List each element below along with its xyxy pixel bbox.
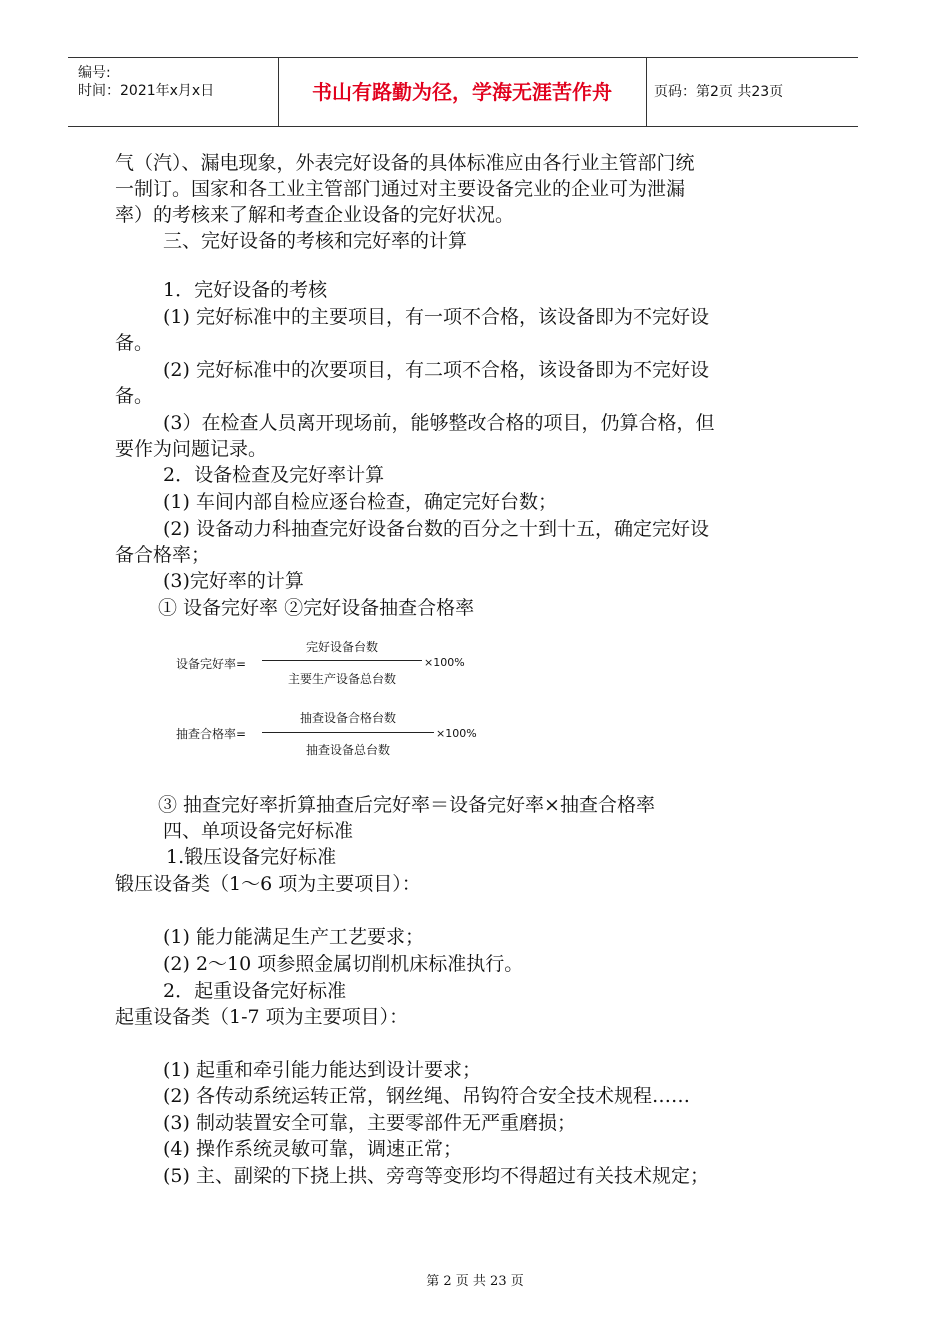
body-line: ③ 抽查完好率折算抽查后完好率＝设备完好率×抽查合格率 xyxy=(158,794,655,816)
body-line: (1) 起重和牵引能力能达到设计要求； xyxy=(163,1059,481,1081)
formula-denominator: 主要生产设备总台数 xyxy=(287,672,396,686)
fraction-bar xyxy=(262,732,434,733)
body-line: 起重设备类（1-7 项为主要项目）： xyxy=(115,1006,409,1028)
subsection-heading: 1.锻压设备完好标准 xyxy=(166,846,337,868)
body-line: (3) 制动装置安全可靠，主要零部件无严重磨损； xyxy=(163,1112,576,1134)
body-line: (5) 主、副梁的下挠上拱、旁弯等变形均不得超过有关技术规定； xyxy=(163,1165,709,1187)
formula-lhs: 抽查合格率= xyxy=(176,727,247,741)
body-line: (1) 车间内部自检应逐台检查，确定完好台数； xyxy=(163,491,557,513)
subsection-heading: 2．设备检查及完好率计算 xyxy=(163,464,385,486)
body-line: 备。 xyxy=(115,332,154,354)
body-line: 要作为问题记录。 xyxy=(115,438,268,460)
body-line: (1) 完好标准中的主要项目，有一项不合格，该设备即为不完好设 xyxy=(163,306,709,328)
header-meta-cell xyxy=(68,58,279,126)
body-line: 气（汽）、漏电现象，外表完好设备的具体标准应由各行业主管部门统 xyxy=(115,152,695,174)
body-line: 一制订。国家和各工业主管部门通过对主要设备完业的企业可为泄漏 xyxy=(115,178,686,200)
formula-multiplier: ×100% xyxy=(424,656,465,669)
doc-number-label: 编号: xyxy=(78,65,111,81)
body-line: ① 设备完好率 ②完好设备抽查合格率 xyxy=(158,597,475,619)
body-line: (1) 能力能满足生产工艺要求； xyxy=(163,926,424,948)
page-footer: 第 2 页 共 23 页 xyxy=(426,1274,524,1289)
body-line: (4) 操作系统灵敏可靠，调速正常； xyxy=(163,1138,462,1160)
section-heading: 四、单项设备完好标准 xyxy=(163,820,354,842)
subsection-heading: 2．起重设备完好标准 xyxy=(163,980,347,1002)
formula-denominator: 抽查设备总台数 xyxy=(305,743,390,757)
formula-multiplier: ×100% xyxy=(436,727,477,740)
body-line: (2) 2～10 项参照金属切削机床标准执行。 xyxy=(163,953,524,975)
section-heading: 三、完好设备的考核和完好率的计算 xyxy=(163,230,468,252)
body-line: 备。 xyxy=(115,385,154,407)
body-line: (3）在检查人员离开现场前，能够整改合格的项目，仍算合格，但 xyxy=(163,412,715,434)
doc-time-label: 时间：2021年x月x日 xyxy=(78,83,215,99)
subsection-heading: 1．完好设备的考核 xyxy=(163,279,328,301)
body-line: 备合格率； xyxy=(115,544,211,566)
body-line: (2) 各传动系统运转正常，钢丝绳、吊钩符合安全技术规程…… xyxy=(163,1085,690,1107)
page-header xyxy=(68,57,858,127)
fraction-bar xyxy=(262,660,422,661)
body-line: 锻压设备类（1～6 项为主要项目）： xyxy=(115,873,421,895)
header-slogan: 书山有路勤为径，学海无涯苦作舟 xyxy=(278,58,647,126)
formula-numerator: 抽查设备合格台数 xyxy=(299,711,396,725)
body-line: (2) 设备动力科抽查完好设备台数的百分之十到十五，确定完好设 xyxy=(163,518,709,540)
formula-numerator: 完好设备台数 xyxy=(305,640,378,654)
header-page-info: 页码：第2页 共23页 xyxy=(654,84,784,100)
body-line: (3)完好率的计算 xyxy=(163,570,304,592)
body-line: (2) 完好标准中的次要项目，有二项不合格，该设备即为不完好设 xyxy=(163,359,709,381)
formula-lhs: 设备完好率= xyxy=(176,657,247,671)
body-line: 率）的考核来了解和考查企业设备的完好状况。 xyxy=(115,204,515,226)
